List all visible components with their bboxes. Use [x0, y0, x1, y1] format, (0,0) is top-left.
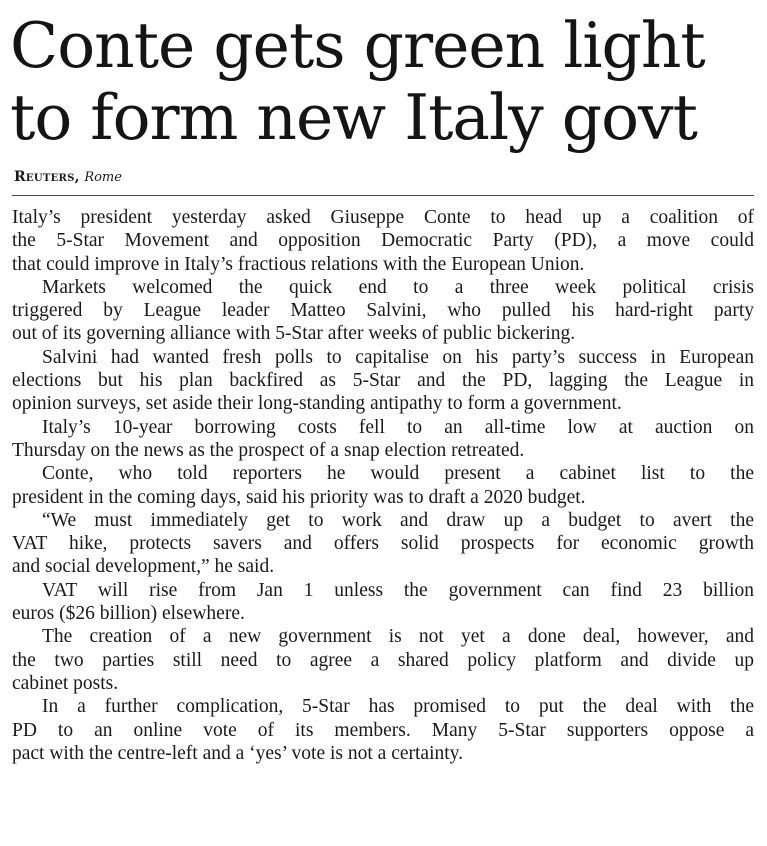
paragraph-line: euros ($26 billion) elsewhere.	[12, 603, 245, 625]
body-paragraph	[12, 579, 754, 626]
body-paragraph	[12, 276, 754, 346]
headline-line: to form new Italy govt	[10, 81, 697, 154]
paragraph-line: cabinet posts.	[12, 672, 119, 694]
paragraph-line: out of its governing alliance with 5-Star after weeks of public bickering.	[12, 323, 576, 345]
body-paragraph	[12, 416, 754, 463]
body-paragraph	[12, 462, 754, 509]
paragraph-line: and social development,” he said.	[12, 556, 275, 578]
body-paragraph	[12, 206, 754, 276]
paragraph-line: The creation of a new government is not yet a done deal, however, and	[42, 626, 754, 648]
body-paragraph	[12, 346, 754, 416]
headline-line: Conte gets green light	[10, 9, 705, 82]
byline-divider	[12, 195, 754, 196]
paragraph-line: triggered by League leader Matteo Salvini, who pulled his hard-right party	[12, 300, 754, 322]
paragraph-line: VAT hike, protects savers and offers solid prospects for economic growth	[12, 533, 754, 555]
paragraph-line: pact with the centre-left and a ‘yes’ vote is not a certainty.	[12, 742, 464, 764]
paragraph-line: Conte, who told reporters he would present a cabinet list to the	[42, 463, 754, 485]
paragraph-line: elections but his plan backfired as 5-Star and the PD, lagging the League in	[12, 370, 754, 392]
paragraph-line: Thursday on the news as the prospect of a snap election retreated.	[12, 439, 525, 461]
headline	[10, 10, 760, 154]
paragraph-line: the 5-Star Movement and opposition Democratic Party (PD), a move could	[12, 230, 754, 252]
article-body	[12, 206, 754, 765]
paragraph-line: Italy’s 10-year borrowing costs fell to an all-time low at auction on	[42, 416, 754, 438]
paragraph-line: that could improve in Italy’s fractious relations with the European Union.	[12, 253, 585, 275]
byline-location: Rome	[84, 170, 122, 185]
paragraph-line: In a further complication, 5-Star has promised to put the deal with the	[42, 696, 754, 718]
paragraph-line: Italy’s president yesterday asked Giuseppe Conte to head up a coalition of	[12, 207, 754, 228]
paragraph-line: “We must immediately get to work and draw up a budget to avert the	[42, 509, 754, 531]
byline	[14, 168, 122, 187]
paragraph-line: Salvini had wanted fresh polls to capitalise on his party’s success in European	[42, 346, 754, 368]
paragraph-line: Markets welcomed the quick end to a three week political crisis	[42, 276, 754, 298]
paragraph-line: VAT will rise from Jan 1 unless the government can find 23 billion	[42, 579, 754, 601]
body-paragraph	[12, 509, 754, 579]
paragraph-line: the two parties still need to agree a shared policy platform and divide up	[12, 649, 754, 671]
paragraph-line: PD to an online vote of its members. Many 5-Star supporters oppose a	[12, 719, 754, 741]
body-paragraph	[12, 695, 754, 765]
byline-agency: Reuters,	[14, 169, 80, 185]
body-paragraph	[12, 625, 754, 695]
paragraph-line: president in the coming days, said his priority was to draft a 2020 budget.	[12, 486, 586, 508]
paragraph-line: opinion surveys, set aside their long-standing antipathy to form a government.	[12, 393, 622, 415]
